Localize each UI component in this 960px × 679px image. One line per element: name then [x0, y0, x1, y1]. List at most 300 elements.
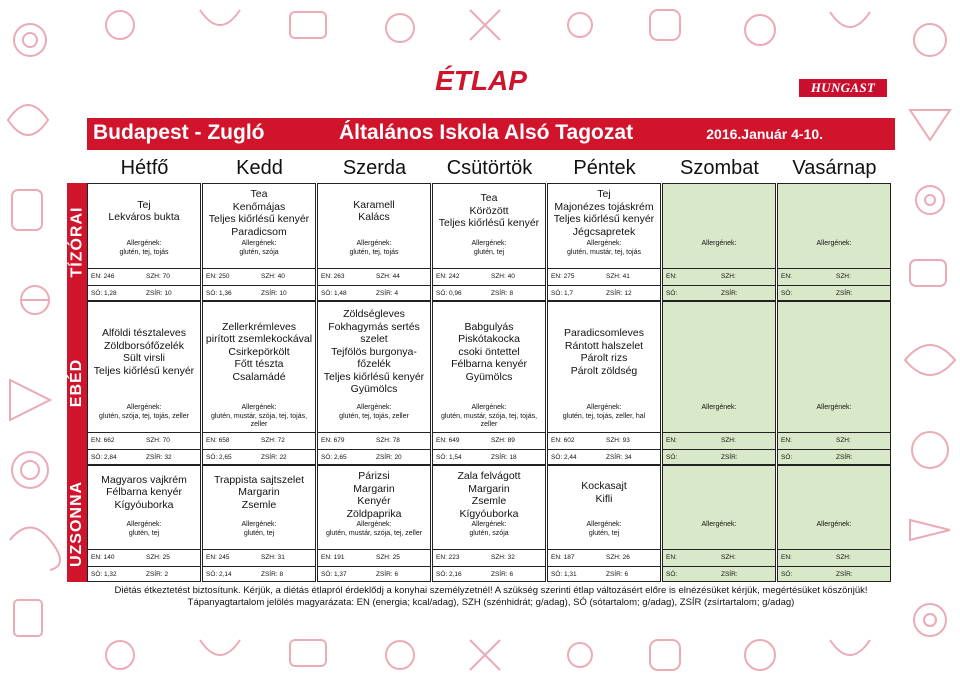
- nutrient-en: [666, 552, 677, 564]
- nutrient-en: [781, 271, 792, 283]
- food-item: Zöldségleves: [343, 308, 405, 321]
- food-item: Zsemle: [241, 498, 277, 511]
- nutrient-en: [436, 552, 460, 564]
- divider: [778, 549, 890, 550]
- salt-fat-row: [90, 288, 198, 300]
- nutrient-label: SZH:: [721, 273, 736, 280]
- allergen-label: Allergének:: [356, 521, 392, 528]
- nutrient-label: SZH:: [491, 273, 506, 280]
- nutrient-label: SZH:: [261, 554, 276, 561]
- allergen-list: glutén, szója, tej, tojás, zeller: [99, 412, 189, 420]
- salt-fat-row: [320, 569, 428, 581]
- salt-fat-row: [550, 569, 658, 581]
- food-item: Teljes kiőrlésű kenyér: [93, 364, 195, 377]
- nutrient-label: ZSÍR:: [261, 571, 278, 578]
- nutrient-value: 25: [392, 554, 400, 561]
- allergen-list: glutén, tej: [473, 248, 505, 256]
- allergen-list: glutén, szója: [239, 248, 279, 256]
- divider: [318, 432, 430, 433]
- energy-carb-row: [320, 552, 428, 564]
- nutrient-szh: [376, 435, 400, 447]
- allergen-label: Allergének:: [816, 240, 852, 247]
- nutrient-en: [321, 435, 345, 447]
- nutrient-value: 275: [563, 273, 575, 280]
- nutrient-en: [321, 271, 345, 283]
- nutrient-label: SZH:: [836, 273, 851, 280]
- nutrient-label: SZH:: [491, 437, 506, 444]
- nutrient-label: SÓ:: [666, 290, 678, 297]
- food-item: Félbarna kenyér: [451, 358, 527, 371]
- divider: [778, 566, 890, 567]
- nutrient-en: [551, 271, 575, 283]
- food-item: Tejfölös burgonya-: [331, 345, 417, 358]
- divider: [663, 549, 775, 550]
- nutrient-label: SÓ:: [321, 290, 333, 297]
- nutrient-zsir: [376, 569, 398, 581]
- nutrient-label: SZH:: [261, 437, 276, 444]
- food-item: Alföldi tésztaleves: [101, 327, 187, 339]
- nutrient-value: 1,36: [219, 290, 232, 297]
- nutrient-label: SÓ:: [781, 454, 793, 461]
- menu-cell: [777, 301, 891, 465]
- nutrient-label: ZSÍR:: [836, 571, 853, 578]
- divider: [548, 268, 660, 269]
- meal-label-text: TÍZÓRAI: [68, 206, 85, 278]
- divider: [203, 449, 315, 450]
- energy-carb-row: [90, 435, 198, 447]
- nutrient-value: 223: [448, 554, 460, 561]
- nutrient-label: SÓ:: [321, 454, 333, 461]
- divider: [433, 449, 545, 450]
- divider: [778, 285, 890, 286]
- allergen-label: Allergének:: [586, 521, 622, 528]
- nutrient-label: SZH:: [836, 437, 851, 444]
- food-item: Jégcsapretek: [572, 225, 636, 238]
- allergen-info: [549, 521, 659, 538]
- food-item: Zöldborsófőzelék: [104, 339, 184, 352]
- nutrient-so: [666, 452, 677, 464]
- nutrient-so: [321, 569, 347, 581]
- food-items: [550, 188, 658, 238]
- nutrient-value: 2,65: [334, 454, 347, 461]
- allergen-info: [319, 240, 429, 257]
- allergen-label: Allergének:: [701, 521, 737, 528]
- nutrient-en: [551, 435, 575, 447]
- allergen-label: Allergének:: [241, 521, 277, 528]
- food-items: [550, 480, 658, 505]
- nutrient-label: ZSÍR:: [491, 571, 508, 578]
- nutrient-value: 40: [507, 273, 515, 280]
- nutrient-value: 1,48: [334, 290, 347, 297]
- nutrient-label: EN:: [91, 554, 102, 561]
- nutrient-value: 89: [507, 437, 515, 444]
- nutrient-szh: [491, 552, 515, 564]
- nutrient-szh: [721, 271, 736, 283]
- food-item: Tej: [597, 188, 611, 200]
- allergen-info: [434, 404, 544, 430]
- divider: [663, 566, 775, 567]
- divider: [203, 285, 315, 286]
- nutrient-value: 1,37: [334, 571, 347, 578]
- nutrient-szh: [376, 552, 400, 564]
- nutrient-label: EN:: [206, 554, 217, 561]
- nutrient-value: 40: [277, 273, 285, 280]
- nutrient-zsir: [721, 288, 738, 300]
- nutrient-szh: [376, 271, 400, 283]
- nutrient-zsir: [146, 452, 172, 464]
- divider: [433, 549, 545, 550]
- nutrient-label: ZSÍR:: [606, 454, 623, 461]
- nutrient-label: EN:: [436, 273, 447, 280]
- food-items: [90, 327, 198, 377]
- food-item: Magyaros vajkrém: [101, 473, 187, 486]
- food-item: Kalács: [358, 211, 390, 223]
- food-item: Kockasajt: [581, 480, 627, 492]
- food-item: Kígyóuborka: [114, 498, 174, 511]
- nutrient-label: EN:: [551, 437, 562, 444]
- meal-label-ebed: [67, 301, 87, 465]
- nutrient-value: 41: [622, 273, 630, 280]
- nutrient-label: EN:: [206, 437, 217, 444]
- menu-cell: [87, 183, 201, 301]
- nutrient-value: 18: [509, 454, 517, 461]
- menu-cell: [662, 465, 776, 582]
- food-item: Teljes kiőrlésű kenyér: [323, 370, 425, 383]
- nutrient-label: SÓ:: [206, 454, 218, 461]
- food-item: Teljes kiőrlésű kenyér: [438, 217, 540, 230]
- nutrient-zsir: [491, 452, 517, 464]
- divider: [88, 566, 200, 567]
- energy-carb-row: [780, 552, 888, 564]
- nutrient-value: 2,65: [219, 454, 232, 461]
- nutrient-label: EN:: [551, 554, 562, 561]
- menu-cell: [202, 465, 316, 582]
- day-header: Kedd: [236, 157, 283, 179]
- nutrient-zsir: [721, 452, 738, 464]
- allergen-info: [779, 521, 889, 530]
- nutrient-value: 2,84: [104, 454, 117, 461]
- salt-fat-row: [320, 288, 428, 300]
- meal-label-text: UZSONNA: [68, 480, 86, 567]
- menu-cell: [547, 301, 661, 465]
- food-item: Kifli: [595, 492, 613, 505]
- nutrient-en: [436, 435, 460, 447]
- food-items: [205, 474, 313, 512]
- divider: [548, 285, 660, 286]
- energy-carb-row: [435, 271, 543, 283]
- nutrient-so: [91, 288, 117, 300]
- nutrient-label: SZH:: [491, 554, 506, 561]
- nutrient-label: SÓ:: [206, 571, 218, 578]
- food-item: Fokhagymás sertés: [328, 320, 420, 333]
- energy-carb-row: [550, 552, 658, 564]
- salt-fat-row: [205, 452, 313, 464]
- divider: [318, 449, 430, 450]
- footer-diet-note: Diétás étkeztetést biztosítunk. Kérjük, a diétás étlapról érdeklődj a konyhai személyzetnél! A szükség szerinti étlap változásért előre is elnézésüket kérjük, megértésüket köszönjük!: [114, 585, 868, 596]
- nutrient-label: ZSÍR:: [376, 290, 393, 297]
- menu-cell: [202, 183, 316, 301]
- food-item: Gyümölcs: [465, 370, 513, 383]
- nutrient-value: 70: [162, 437, 170, 444]
- day-header-row: [87, 153, 895, 183]
- location-label: Budapest - Zugló: [93, 121, 265, 144]
- menu-cell: [662, 183, 776, 301]
- nutrient-value: 263: [333, 273, 345, 280]
- food-item: Paradicsomleves: [564, 327, 644, 339]
- page-title: ÉTLAP: [435, 65, 527, 96]
- divider: [548, 449, 660, 450]
- salt-fat-row: [90, 452, 198, 464]
- food-item: csoki öntettel: [458, 345, 520, 358]
- nutrient-label: SZH:: [146, 273, 161, 280]
- allergen-label: Allergének:: [471, 521, 507, 528]
- nutrient-value: 679: [333, 437, 345, 444]
- nutrient-so: [321, 452, 347, 464]
- food-item: pirított zsemlekockával: [205, 333, 313, 346]
- allergen-label: Allergének:: [471, 240, 507, 247]
- nutrient-zsir: [836, 288, 853, 300]
- nutrient-label: ZSÍR:: [491, 454, 508, 461]
- nutrient-zsir: [146, 569, 168, 581]
- nutrient-so: [666, 288, 677, 300]
- nutrient-value: 662: [103, 437, 115, 444]
- day-header: Vasárnap: [792, 157, 877, 179]
- nutrient-so: [781, 569, 792, 581]
- nutrient-label: EN:: [91, 273, 102, 280]
- salt-fat-row: [205, 288, 313, 300]
- allergen-info: [779, 404, 889, 413]
- food-item: Párizsi: [358, 470, 390, 482]
- nutrient-value: 26: [622, 554, 630, 561]
- day-header: Péntek: [573, 157, 636, 179]
- nutrient-label: SZH:: [606, 437, 621, 444]
- menu-cell: [87, 301, 201, 465]
- energy-carb-row: [320, 271, 428, 283]
- nutrient-en: [781, 435, 792, 447]
- allergen-list: glutén, tej: [128, 529, 160, 537]
- food-items: [320, 308, 428, 396]
- allergen-info: [664, 240, 774, 249]
- nutrient-value: 1,7: [564, 290, 574, 297]
- nutrient-so: [666, 569, 677, 581]
- nutrient-label: SÓ:: [206, 290, 218, 297]
- nutrient-label: ZSÍR:: [836, 454, 853, 461]
- nutrient-label: SZH:: [606, 554, 621, 561]
- energy-carb-row: [780, 435, 888, 447]
- nutrient-label: EN:: [321, 554, 332, 561]
- nutrient-zsir: [261, 452, 287, 464]
- divider: [203, 268, 315, 269]
- allergen-label: Allergének:: [356, 404, 392, 411]
- food-items: [435, 321, 543, 384]
- allergen-label: Allergének:: [701, 240, 737, 247]
- nutrient-value: 2,16: [449, 571, 462, 578]
- divider: [778, 432, 890, 433]
- allergen-list: glutén, tej: [243, 529, 275, 537]
- nutrient-label: EN:: [781, 554, 792, 561]
- food-item: Paradicsom: [231, 225, 287, 238]
- allergen-list: glutén, tej, tojás: [119, 248, 169, 256]
- nutrient-label: ZSÍR:: [146, 571, 163, 578]
- nutrient-label: SZH:: [146, 437, 161, 444]
- nutrient-label: SÓ:: [551, 454, 563, 461]
- energy-carb-row: [665, 271, 773, 283]
- divider: [433, 285, 545, 286]
- divider: [663, 432, 775, 433]
- food-items: [90, 474, 198, 512]
- nutrient-label: EN:: [551, 273, 562, 280]
- divider: [318, 285, 430, 286]
- nutrient-label: SÓ:: [781, 290, 793, 297]
- nutrient-zsir: [376, 288, 398, 300]
- nutrient-label: SÓ:: [91, 290, 103, 297]
- energy-carb-row: [550, 435, 658, 447]
- nutrient-value: 34: [624, 454, 632, 461]
- menu-cell: [662, 301, 776, 465]
- nutrient-label: EN:: [436, 554, 447, 561]
- energy-carb-row: [665, 435, 773, 447]
- menu-cell: [87, 465, 201, 582]
- nutrient-value: 649: [448, 437, 460, 444]
- food-item: Margarin: [353, 482, 395, 495]
- energy-carb-row: [435, 435, 543, 447]
- nutrient-so: [436, 288, 462, 300]
- hungast-logo: HUNGAST: [799, 79, 887, 97]
- allergen-label: Allergének:: [471, 404, 507, 411]
- food-items: [550, 327, 658, 377]
- allergen-list: glutén, mustár, tej, tojás: [567, 248, 641, 256]
- food-item: Karamell: [353, 198, 395, 211]
- food-item: Zsemle: [471, 495, 507, 507]
- nutrient-zsir: [721, 569, 738, 581]
- allergen-label: Allergének:: [816, 404, 852, 411]
- nutrient-label: SÓ:: [321, 571, 333, 578]
- nutrient-value: 32: [164, 454, 172, 461]
- nutrient-so: [781, 452, 792, 464]
- allergen-info: [319, 404, 429, 421]
- nutrient-label: ZSÍR:: [146, 454, 163, 461]
- divider: [433, 268, 545, 269]
- nutrient-szh: [261, 435, 285, 447]
- nutrient-value: 0,96: [449, 290, 462, 297]
- allergen-info: [549, 240, 659, 257]
- food-item: Zala felvágott: [457, 470, 521, 482]
- divider: [663, 285, 775, 286]
- nutrient-label: EN:: [666, 554, 677, 561]
- energy-carb-row: [90, 271, 198, 283]
- energy-carb-row: [205, 271, 313, 283]
- allergen-list: glutén, mustár, szója, tej, tojás, zeller: [210, 412, 308, 428]
- nutrient-en: [666, 271, 677, 283]
- nutrient-label: ZSÍR:: [491, 290, 508, 297]
- salt-fat-row: [320, 452, 428, 464]
- nutrient-szh: [261, 552, 285, 564]
- nutrient-zsir: [606, 569, 628, 581]
- date-label: 2016.Január 4-10.: [706, 126, 823, 142]
- day-header: Szerda: [342, 157, 407, 179]
- nutrient-so: [206, 569, 232, 581]
- menu-cell: [317, 465, 431, 582]
- nutrient-value: 12: [624, 290, 632, 297]
- food-item: Csalamádé: [232, 370, 286, 383]
- nutrient-value: 44: [392, 273, 400, 280]
- nutrient-szh: [606, 552, 630, 564]
- nutrient-value: 1,31: [564, 571, 577, 578]
- food-item: Tea: [480, 192, 498, 205]
- day-header: Szombat: [680, 157, 759, 179]
- salt-fat-row: [435, 288, 543, 300]
- nutrient-szh: [491, 435, 515, 447]
- nutrient-label: ZSÍR:: [261, 290, 278, 297]
- nutrient-value: 246: [103, 273, 115, 280]
- nutrient-en: [206, 552, 230, 564]
- nutrient-value: 31: [277, 554, 285, 561]
- allergen-list: glutén, tej: [588, 529, 620, 537]
- nutrient-value: 22: [279, 454, 287, 461]
- nutrient-label: SZH:: [836, 554, 851, 561]
- salt-fat-row: [435, 452, 543, 464]
- nutrient-label: ZSÍR:: [146, 290, 163, 297]
- nutrient-value: 140: [103, 554, 115, 561]
- nutrient-label: SÓ:: [436, 454, 448, 461]
- nutrient-szh: [146, 271, 170, 283]
- divider: [203, 549, 315, 550]
- nutrient-label: ZSÍR:: [606, 571, 623, 578]
- allergen-label: Allergének:: [241, 404, 277, 411]
- nutrient-label: ZSÍR:: [606, 290, 623, 297]
- salt-fat-row: [665, 288, 773, 300]
- nutrient-value: 4: [394, 290, 399, 297]
- footer-notes: [87, 585, 895, 609]
- meal-label-uzsonna: [67, 465, 87, 582]
- food-item: Zellerkrémleves: [221, 320, 297, 333]
- menu-cell: [547, 183, 661, 301]
- menu-cell: [317, 183, 431, 301]
- nutrient-szh: [836, 435, 851, 447]
- nutrient-label: ZSÍR:: [721, 290, 738, 297]
- nutrient-so: [436, 569, 462, 581]
- nutrient-so: [206, 288, 232, 300]
- nutrient-value: 191: [333, 554, 345, 561]
- food-item: Kenőmájas: [232, 200, 286, 213]
- nutrient-value: 8: [279, 571, 284, 578]
- food-item: Lekváros bukta: [108, 211, 180, 223]
- divider: [663, 268, 775, 269]
- nutrient-zsir: [261, 288, 287, 300]
- menu-cell: [547, 465, 661, 582]
- nutrient-so: [91, 452, 117, 464]
- salt-fat-row: [780, 452, 888, 464]
- nutrient-zsir: [146, 288, 172, 300]
- nutrient-label: EN:: [436, 437, 447, 444]
- nutrient-szh: [146, 435, 170, 447]
- nutrient-so: [551, 288, 573, 300]
- nutrient-value: 6: [394, 571, 399, 578]
- salt-fat-row: [665, 569, 773, 581]
- nutrient-value: 250: [218, 273, 230, 280]
- nutrient-value: 32: [507, 554, 515, 561]
- nutrient-label: SZH:: [146, 554, 161, 561]
- food-item: Majonézes tojáskrém: [554, 200, 654, 213]
- food-item: Piskótakocka: [458, 333, 520, 346]
- nutrient-label: ZSÍR:: [721, 571, 738, 578]
- allergen-label: Allergének:: [816, 521, 852, 528]
- menu-cell: [432, 301, 546, 465]
- nutrient-label: EN:: [321, 273, 332, 280]
- nutrient-szh: [146, 552, 170, 564]
- nutrient-zsir: [606, 452, 632, 464]
- allergen-info: [89, 521, 199, 538]
